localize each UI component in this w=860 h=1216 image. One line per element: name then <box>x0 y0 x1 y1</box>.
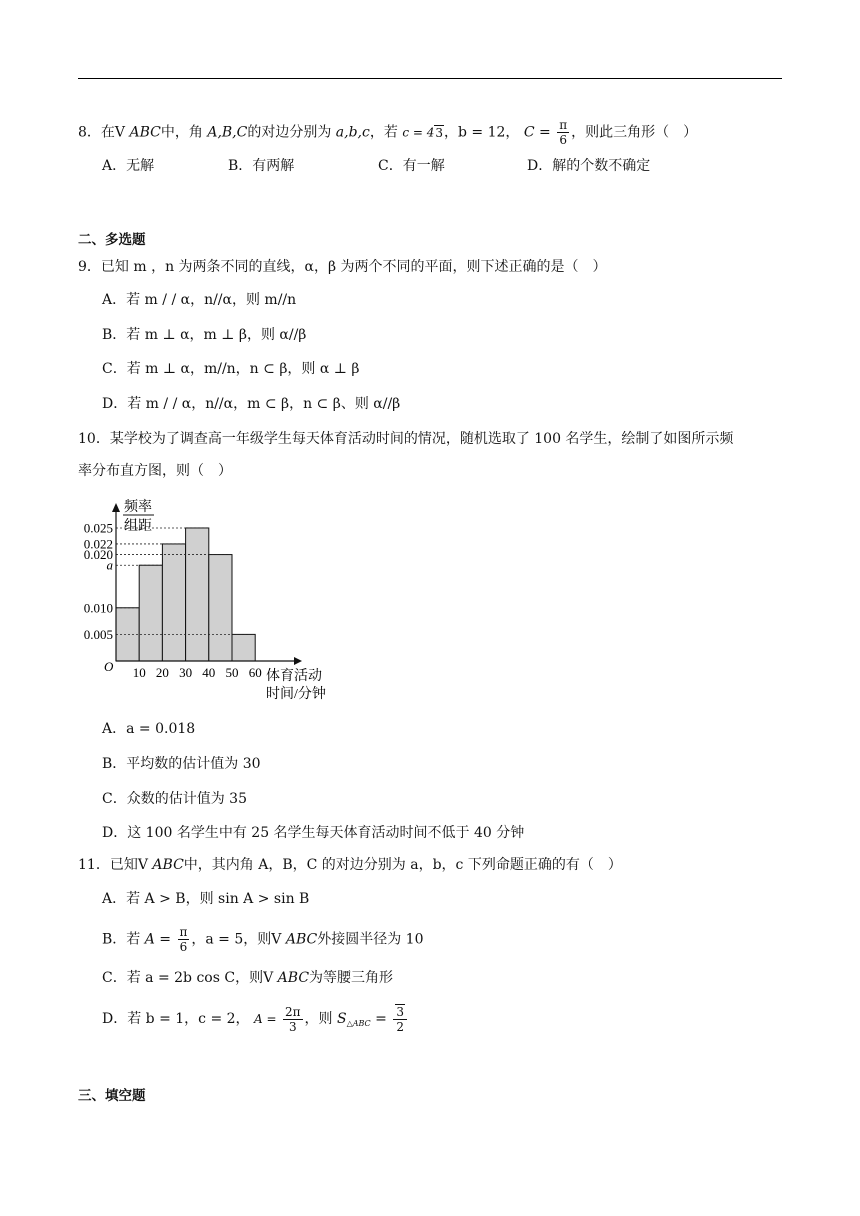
q8-option-b: B．有两解 <box>228 158 295 174</box>
section-title-multiple-choice: 二、多选题 <box>78 232 146 248</box>
histogram-bar-20-30 <box>162 544 185 661</box>
x-tick-label: 40 <box>202 665 216 680</box>
q11-option-b: B．若 A = $\frac{\pi}{6}$ ，a = 5，则V ABC外接圆半径为 10 <box>102 925 424 954</box>
frequency-histogram <box>83 490 346 705</box>
q11-option-c: C．若 a = 2b cos C，则V ABC为等腰三角形 <box>102 970 394 986</box>
y-tick-label: 0.022 <box>83 536 113 552</box>
histogram-bar-50-60 <box>232 634 255 661</box>
x-axis-arrow-icon <box>294 657 302 665</box>
q8-option-c: C．有一解 <box>378 158 445 174</box>
q10-option-d: D．这 100 名学生中有 25 名学生每天体育活动时间不低于 40 分钟 <box>102 825 525 841</box>
question-9-stem: 9．已知 m ，n 为两条不同的直线，α，β 为两个不同的平面，则下述正确的是（ ） <box>78 259 607 275</box>
section-title-fill-in: 三、填空题 <box>78 1088 146 1104</box>
q9-option-c: C．若 m ⊥ α，m//n，n ⊂ β，则 α ⊥ β <box>102 361 360 377</box>
q9-option-d: D．若 m / / α，n//α，m ⊂ β，n ⊂ β、则 α//β <box>102 396 401 412</box>
histogram-bar-40-50 <box>209 555 232 661</box>
x-axis-label-line2: 时间/分钟 <box>266 687 326 702</box>
q8-option-a: A．无解 <box>102 158 155 174</box>
q10-option-a: A．a = 0.018 <box>102 721 196 737</box>
q10-option-c: C．众数的估计值为 35 <box>102 791 247 807</box>
q11-option-a: A．若 A > B，则 sin A > sin B <box>102 891 310 907</box>
y-tick-label: 0.005 <box>83 626 113 642</box>
y-tick-label: a <box>106 557 113 573</box>
q8-option-d: D．解的个数不确定 <box>527 158 651 174</box>
x-tick-label: 50 <box>225 665 239 680</box>
y-tick-label: 0.010 <box>83 600 113 616</box>
q10-option-b: B．平均数的估计值为 30 <box>102 756 261 772</box>
question-10-stem-line1: 10．某学校为了调查高一年级学生每天体育活动时间的情况，随机选取了 100 名学生，绘制了如图所示频 <box>78 431 734 447</box>
histogram-bar-10-20 <box>139 565 162 661</box>
header-rule <box>78 78 782 79</box>
origin-label: O <box>104 659 114 674</box>
histogram-bar-30-40 <box>186 528 209 661</box>
question-10-stem-line2: 率分布直方图，则（ ） <box>78 463 232 479</box>
x-axis-label-line1: 体育活动 <box>266 669 322 684</box>
y-tick-label: 0.025 <box>83 520 113 536</box>
y-tick-label: 0.020 <box>83 547 113 563</box>
x-tick-label: 10 <box>132 665 146 680</box>
question-8-stem: 8．在V ABC中，角 A,B,C的对边分别为 a,b,c，若 c = 43，b = 12， C = $\frac{\pi}{6}$ ，则此三角形（ ） <box>78 118 698 147</box>
q9-option-b: B．若 m ⊥ α，m ⊥ β，则 α//β <box>102 327 307 343</box>
y-axis-arrow-icon <box>112 503 120 512</box>
q11-option-d: D．若 b = 1，c = 2， A = $\frac{2\pi}{3}$ ，则 $S_{\triangle ABC}$ = $\frac{3}{2}$ <box>102 1004 409 1034</box>
q9-option-a: A．若 m / / α，n//α，则 m//n <box>102 292 297 308</box>
y-axis-label-denominator: 组距 <box>124 519 152 534</box>
question-11-stem: 11．已知V ABC中，其内角 A，B，C 的对边分别为 a，b，c 下列命题正确的有（ ） <box>78 857 622 873</box>
y-axis-label-numerator: 频率 <box>124 500 152 515</box>
histogram-bar-0-10 <box>116 608 139 661</box>
x-tick-label: 60 <box>248 665 262 680</box>
x-tick-label: 20 <box>155 665 169 680</box>
x-tick-label: 30 <box>179 665 193 680</box>
